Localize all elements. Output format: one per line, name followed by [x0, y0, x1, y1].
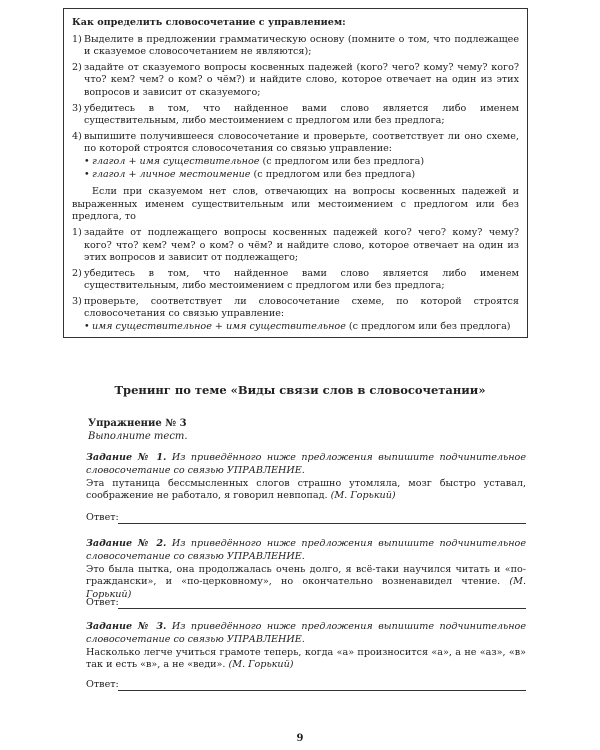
task-prompt: [86, 621, 526, 647]
step-text: задайте от сказуемого вопросы косвенных падежей (кого? чего? кому? чему? кого? что? кем? чем? о ком? о чём?) и найдите слово, которое отвечает на один из этих вопросов и зависит от сказуемого;: [84, 61, 519, 98]
scheme-note: (с предлогом или без предлога): [250, 168, 416, 180]
sentence-text: Это была пытка, она продолжалась очень долго, я всё-таки научился читать и «по-граждански», и «по-церковному», но окончательно возненавидел чтение.: [86, 563, 526, 588]
step-number: 1): [72, 33, 82, 45]
task-1: [86, 452, 526, 503]
rule-step: [72, 268, 519, 293]
rule-title: Как определить словосочетание с управлением:: [72, 17, 346, 28]
step-text: выпишите получившееся словосочетание и проверьте, соответствует ли оно схеме, по которой строятся словосочетания со связью управление:: [84, 130, 519, 155]
task-3: [86, 621, 526, 672]
scheme-item: [84, 169, 519, 182]
task-prompt: [86, 538, 526, 564]
rule-box: [63, 8, 528, 338]
rule-step: [72, 227, 519, 265]
rule-paragraph: Если при сказуемом нет слов, отвечающих на вопросы косвенных падежей и выраженных именем существительным или местоимением с предлогом или без предлога, то: [72, 186, 519, 223]
answer-label: Ответ:: [86, 679, 119, 690]
page-number: 9: [296, 733, 304, 744]
answer-line-2[interactable]: [86, 597, 526, 611]
sentence-author: (М. Горький): [228, 659, 294, 671]
scheme-note: (с предлогом или без предлога): [345, 321, 511, 333]
task-instruction: Из приведённого ниже предложения выпишите подчинительное словосочетание со связью УПРАВЛЕНИЕ.: [86, 452, 526, 476]
step-text: задайте от подлежащего вопросы косвенных падежей кого? чего? кому? чему? кого? что? кем? чем? о ком? о чём? и найдите слово, которое отвечает на один из этих вопросов и зависит от подлежащего;: [84, 226, 519, 264]
step-text: проверьте, соответствует ли словосочетание схеме, по которой строятся словосочетания со связью управление:: [84, 295, 519, 320]
task-instruction: Из приведённого ниже предложения выпишите подчинительное словосочетание со связью УПРАВЛЕНИЕ.: [86, 538, 526, 562]
rule-step: [72, 103, 519, 128]
exercise-instruction: Выполните тест.: [88, 431, 188, 442]
task-sentence: [86, 647, 526, 673]
sentence-text: Насколько легче учиться грамоте теперь, когда «а» произносится «а», а не «аз», «в» так и есть «в», а не «веди».: [86, 646, 526, 671]
scheme-item: [84, 321, 519, 334]
task-label: Задание № 1.: [86, 452, 167, 463]
scheme-formula: имя существительное + имя существительное: [92, 321, 346, 333]
step-number: 3): [72, 102, 82, 114]
step-number: 2): [72, 267, 82, 279]
rule-step: [72, 62, 519, 100]
rule-step: [72, 131, 519, 181]
task-label: Задание № 3.: [86, 621, 167, 632]
step-text: убедитесь в том, что найденное вами слово является либо именем существительным, либо местоимением с предлогом или без предлога;: [84, 102, 519, 127]
sentence-author: (М. Горький): [330, 490, 396, 502]
step-text: убедитесь в том, что найденное вами слово является либо именем существительным, либо местоимением с предлогом или без предлога;: [84, 267, 519, 292]
answer-line-1[interactable]: [86, 512, 526, 526]
scheme-formula: глагол + имя существительное: [92, 155, 260, 167]
sentence-text: Эта путаница бессмысленных слогов страшно утомляла, мозг быстро уставал, соображение не работало, я говорил невпопад.: [86, 477, 526, 502]
step-number: 1): [72, 226, 82, 238]
section-heading: Тренинг по теме «Виды связи слов в словосочетании»: [114, 383, 486, 397]
answer-field[interactable]: [118, 608, 526, 609]
answer-label: Ответ:: [86, 512, 119, 523]
sentence-author: (М. Горький): [86, 576, 526, 601]
scheme-item: [84, 156, 519, 169]
scheme-formula: глагол + личное местоимение: [92, 168, 251, 180]
answer-line-3[interactable]: [86, 679, 526, 693]
scheme-note: (с предлогом или без предлога): [259, 155, 425, 167]
step-number: 3): [72, 295, 82, 307]
rule-step: [72, 34, 519, 59]
answer-label: Ответ:: [86, 597, 119, 608]
task-instruction: Из приведённого ниже предложения выпишите подчинительное словосочетание со связью УПРАВЛЕНИЕ.: [86, 621, 526, 645]
answer-field[interactable]: [118, 523, 526, 524]
step-number: 4): [72, 130, 82, 142]
step-number: 2): [72, 61, 82, 73]
task-2: [86, 538, 526, 602]
rule-step: [72, 296, 519, 334]
answer-field[interactable]: [118, 690, 526, 691]
task-prompt: [86, 452, 526, 478]
step-text: Выделите в предложении грамматическую основу (помните о том, что подлежащее и сказуемое словосочетанием не являются);: [84, 33, 519, 58]
task-label: Задание № 2.: [86, 538, 167, 549]
task-sentence: [86, 478, 526, 504]
exercise-title: Упражнение № 3: [88, 418, 187, 429]
